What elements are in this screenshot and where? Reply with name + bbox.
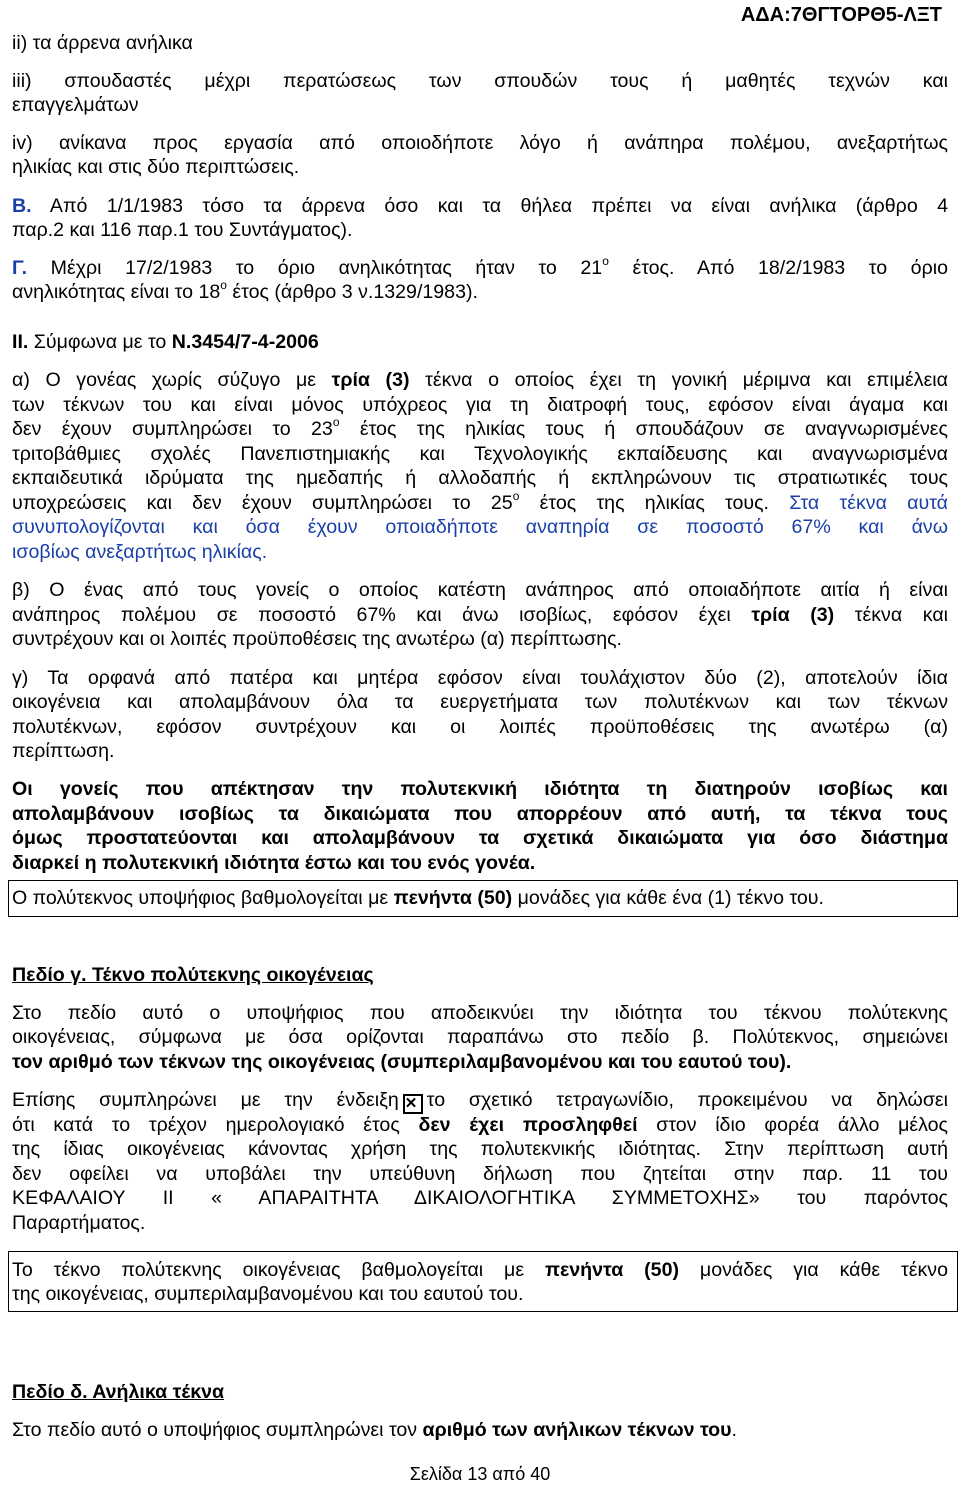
paragraph-beta-line-2 bbox=[12, 603, 948, 627]
list-item-ii: ii) τα άρρενα ανήλικα bbox=[12, 32, 193, 54]
label-b: Β. bbox=[12, 195, 32, 217]
text-span: α) Ο γονέας χωρίς σύζυγο με bbox=[12, 369, 332, 391]
superscript: ο bbox=[602, 254, 609, 268]
field-g-line-4 bbox=[12, 1088, 948, 1114]
field-g-line-9: Παραρτήματος. bbox=[12, 1212, 146, 1234]
law-reference: Ν.3454/7-4-2006 bbox=[171, 331, 319, 353]
superscript: ο bbox=[512, 489, 520, 503]
paragraph-a-line-3 bbox=[12, 417, 948, 441]
paragraph-b bbox=[12, 194, 948, 218]
text-bold: αριθμό των ανήλικων τέκνων του bbox=[422, 1419, 732, 1441]
text-span: ανηλικότητας είναι το 18 bbox=[12, 281, 221, 303]
text-span: έτος. Από 18/2/1983 το όριο bbox=[608, 257, 948, 279]
paragraph-beta-line-3: συντρέχουν και οι λοιπές προϋποθέσεις της ανωτέρω (α) περίπτωσης. bbox=[12, 628, 622, 650]
field-g-line-7: δεν οφείλει να υποβάλει την υπεύθυνη δήλωση που ζητείται στην παρ. 11 του bbox=[12, 1163, 948, 1185]
text-span: Από 1/1/1983 τόσο τα άρρενα όσο και τα θήλεα πρέπει να είναι ανήλικα (άρθρο 4 bbox=[31, 195, 948, 217]
text-span: ότι κατά το τρέχον ημερολογιακό έτος bbox=[12, 1114, 419, 1136]
paragraph-gamma-line-1: γ) Τα ορφανά από πατέρα και μητέρα εφόσον είναι τουλάχιστον δύο (2), αποτελούν ίδια bbox=[12, 667, 948, 689]
text-span: υποχρεώσεις και δεν έχουν συμπληρώσει το 25 bbox=[12, 492, 513, 514]
paragraph-beta-line-1: β) Ο ένας από τους γονείς ο οποίος κατέστη ανάπηρος από οποιαδήποτε αιτία ή είναι bbox=[12, 579, 948, 601]
text-blue: Στα τέκνα αυτά bbox=[789, 492, 948, 514]
superscript: ο bbox=[332, 415, 340, 429]
text-bold: δεν έχει προσληφθεί bbox=[418, 1114, 638, 1136]
section-heading-field-g: Πεδίο γ. Τέκνο πολύτεκνης οικογένειας bbox=[12, 964, 374, 986]
text-span: έτος της ηλικίας τους ή σπουδάζουν σε αναγνωρισμένες bbox=[339, 418, 948, 440]
paragraph-a-line-5: εκπαιδευτικά ιδρύματα της ημεδαπής ή αλλοδαπής ή εκπληρώνουν τις στρατιωτικές τους bbox=[12, 467, 948, 489]
text-span: έτος (άρθρο 3 ν.1329/1983). bbox=[226, 281, 478, 303]
text-bold: πενήντα (50) bbox=[544, 1259, 680, 1281]
list-item-iv-cont: ηλικίας και στις δύο περιπτώσεις. bbox=[12, 156, 300, 178]
list-item-iii-cont: επαγγελμάτων bbox=[12, 94, 139, 116]
paragraph-a-line-1 bbox=[12, 368, 948, 392]
bold-paragraph-line-4: διαρκεί η πολυτεκνική ιδιότητα έστω και του ενός γονέα. bbox=[12, 852, 536, 874]
paragraph-g bbox=[12, 256, 948, 280]
text-span: Επίσης συμπληρώνει με την ένδειξη bbox=[12, 1089, 399, 1111]
list-item-iv: iv) ανίκανα προς εργασία από οποιοδήποτε λόγο ή ανάπηρα πολέμου, ανεξαρτήτως bbox=[12, 132, 948, 154]
checked-box-icon: ✕ bbox=[403, 1094, 423, 1114]
field-g-line-8: ΚΕΦΑΛΑΙΟΥ ΙΙ « ΑΠΑΡΑΙΤΗΤΑ ΔΙΚΑΙΟΛΟΓΗΤΙΚΑ ΣΥΜΜΕΤΟΧΗΣ» του παρόντος bbox=[12, 1187, 948, 1209]
scoring-box-2-line-2: της οικογένειας, συμπεριλαμβανομένου και του εαυτού του. bbox=[12, 1283, 524, 1305]
text-span: τέκνα ο οποίος έχει τη γονική μέριμνα και επιμέλεια bbox=[409, 369, 948, 391]
paragraph-a-line-4: τριτοβάθμιες σχολές Πανεπιστημιακής και Τεχνολογικής εκπαίδευσης και αναγνωρισμένα bbox=[12, 443, 948, 465]
paragraph-a-line-7: συνυπολογίζονται και όσα έχουν οποιαδήποτε αναπηρία σε ποσοστό 67% και άνω bbox=[12, 516, 948, 538]
paragraph-a-line-2: των τέκνων του και είναι μόνος υπόχρεος για τη διατροφή τους, εφόσον είναι άγαμα και bbox=[12, 394, 948, 416]
heading-number: ΙΙ. bbox=[12, 331, 29, 353]
paragraph-gamma-line-3: πολυτέκνων, εφόσον συντρέχουν και οι λοιπές προϋποθέσεις της ανωτέρω (α) bbox=[12, 716, 948, 738]
text-span: ανάπηρος πολέμου σε ποσοστό 67% και άνω ισοβίως, εφόσον έχει bbox=[12, 604, 752, 626]
field-g-line-2: οικογένειας, σύμφωνα με όσα ορίζονται παραπάνω στο πεδίο β. Πολύτεκνος, σημειώνει bbox=[12, 1026, 948, 1048]
section-heading-field-d: Πεδίο δ. Ανήλικα τέκνα bbox=[12, 1381, 225, 1403]
scoring-box-1-text bbox=[12, 886, 948, 910]
text-span: Ο πολύτεκνος υποψήφιος βαθμολογείται με bbox=[12, 887, 394, 909]
bold-paragraph-line-3: όμως προστατεύονται και απολαμβάνουν τα σχετικά δικαιώματα για όσο διάστημα bbox=[12, 827, 948, 849]
text-span: δεν έχουν συμπληρώσει το 23 bbox=[12, 418, 333, 440]
text-span: Το τέκνο πολύτεκνης οικογένειας βαθμολογείται με bbox=[12, 1259, 545, 1281]
label-g: Γ. bbox=[12, 257, 28, 279]
text-bold: τρία (3) bbox=[751, 604, 835, 626]
field-g-line-6: της ίδιας οικογένειας κάνοντας χρήση της πολυτεκνικής ιδιότητας. Στην περίπτωση αυτή bbox=[12, 1138, 948, 1160]
page-number: Σελίδα 13 από 40 bbox=[409, 1464, 551, 1484]
text-span: στον ίδιο φορέα άλλο μέλος bbox=[637, 1114, 948, 1136]
text-span: . bbox=[731, 1419, 737, 1441]
text-span: το σχετικό τετραγωνίδιο, προκειμένου να δηλώσει bbox=[426, 1089, 948, 1111]
paragraph-gamma-line-4: περίπτωση. bbox=[12, 740, 115, 762]
field-g-line-3: τον αριθμό των τέκνων της οικογένειας (συμπεριλαμβανομένου και του εαυτού του). bbox=[12, 1051, 792, 1073]
text-span: έτος της ηλικίας τους. bbox=[519, 492, 790, 514]
bold-paragraph-line-1: Οι γονείς που απέκτησαν την πολυτεκνική ιδιότητα τη διατηρούν ισοβίως και bbox=[12, 778, 948, 800]
text-span: Σύμφωνα με το bbox=[28, 331, 172, 353]
text-span: μονάδες για κάθε ένα (1) τέκνο του. bbox=[512, 887, 824, 909]
paragraph-g-cont bbox=[12, 280, 948, 304]
text-span: τέκνα και bbox=[834, 604, 948, 626]
field-d-line-1 bbox=[12, 1418, 948, 1442]
field-g-line-5 bbox=[12, 1113, 948, 1137]
paragraph-a-line-6 bbox=[12, 491, 948, 515]
field-g-line-1: Στο πεδίο αυτό ο υποψήφιος που αποδεικνύει την ιδιότητα του τέκνου πολύτεκνης bbox=[12, 1002, 948, 1024]
scoring-box-2-line-1 bbox=[12, 1258, 948, 1282]
text-span: μονάδες για κάθε τέκνο bbox=[679, 1259, 948, 1281]
paragraph-gamma-line-2: οικογένεια και απολαμβάνουν όλα τα ευεργετήματα των πολυτέκνων και των τέκνων bbox=[12, 691, 948, 713]
text-bold: τρία (3) bbox=[331, 369, 410, 391]
doc-id: ΑΔΑ:7ΘΓΤΟΡΘ5-ΛΞΤ bbox=[740, 4, 942, 26]
section-heading-ii bbox=[12, 330, 948, 354]
paragraph-b-cont: παρ.2 και 116 παρ.1 του Συντάγματος). bbox=[12, 219, 353, 241]
list-item-iii: iii) σπουδαστές μέχρι περατώσεως των σπουδών τους ή μαθητές τεχνών και bbox=[12, 70, 948, 92]
paragraph-a-line-8: ισοβίως ανεξαρτήτως ηλικίας. bbox=[12, 541, 268, 563]
bold-paragraph-line-2: απολαμβάνουν ισοβίως τα δικαιώματα που απορρέουν από αυτή, τα τέκνα τους bbox=[12, 803, 948, 825]
text-span: Στο πεδίο αυτό ο υποψήφιος συμπληρώνει τον bbox=[12, 1419, 423, 1441]
text-bold: πενήντα (50) bbox=[393, 887, 513, 909]
text-span: Μέχρι 17/2/1983 το όριο ανηλικότητας ήταν το 21 bbox=[27, 257, 603, 279]
superscript: ο bbox=[220, 278, 227, 292]
